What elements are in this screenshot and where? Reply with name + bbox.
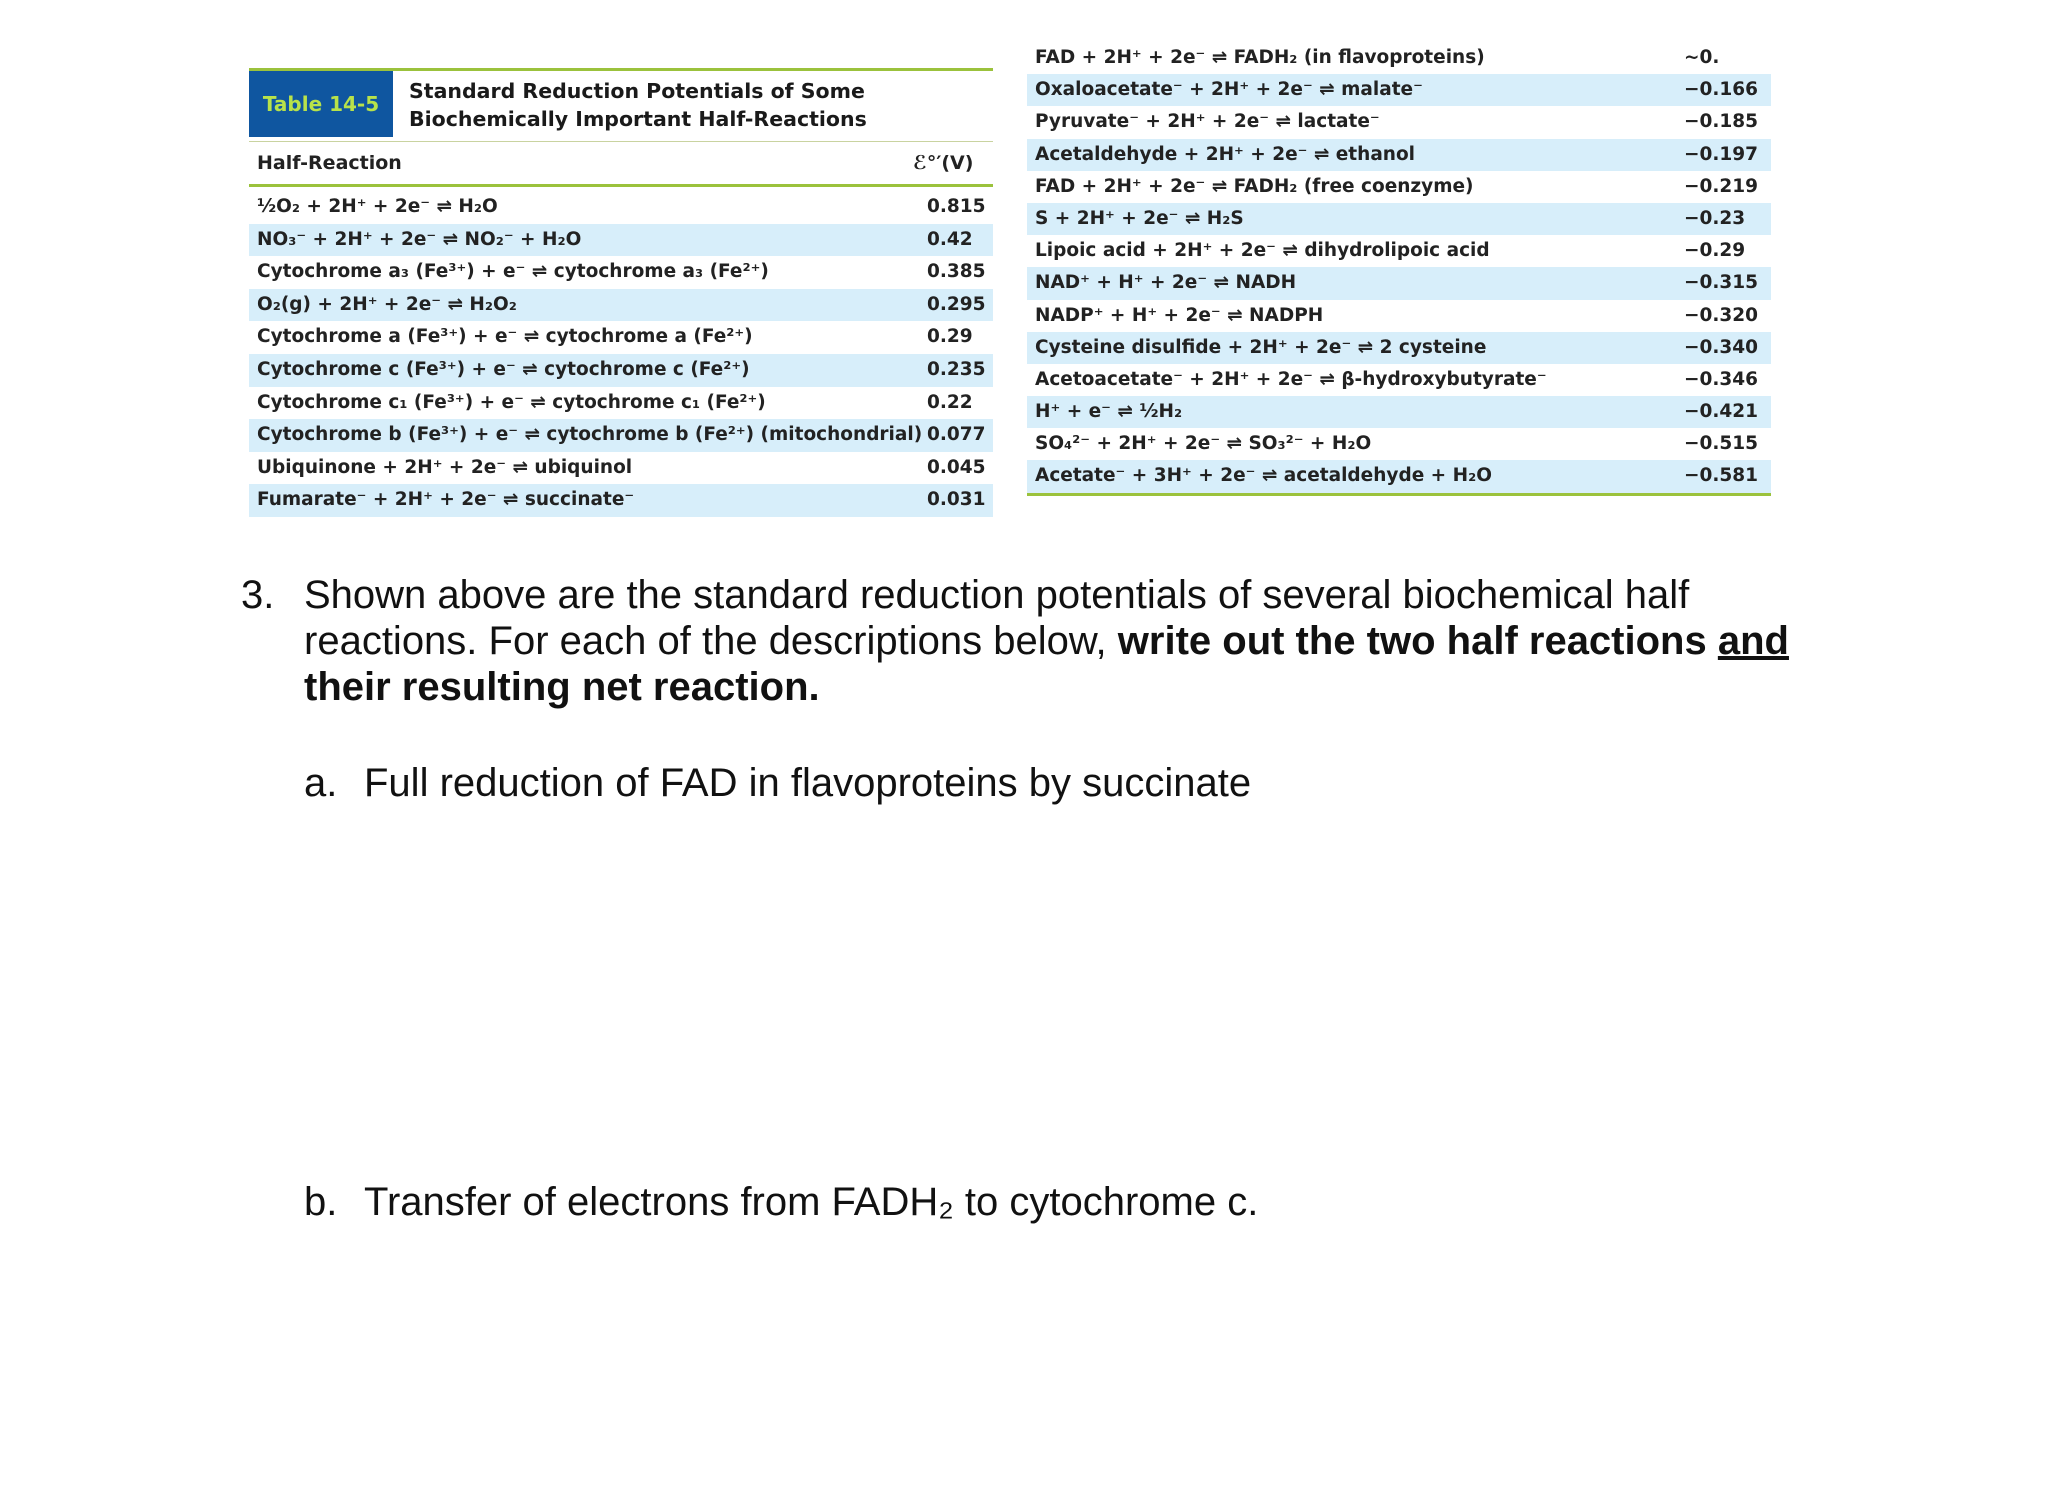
half-reaction-cell: FAD + 2H⁺ + 2e⁻ ⇌ FADH₂ (in flavoproteins) (1035, 47, 1485, 68)
table-row (1027, 332, 1771, 364)
table-row (249, 191, 993, 224)
left-reduction-potential-table (249, 68, 993, 517)
right-reduction-potential-table (1027, 42, 1771, 496)
table-header (249, 68, 993, 137)
table-number-tag: Table 14-5 (249, 71, 393, 137)
table-row (1027, 106, 1771, 138)
potential-cell: −0.340 (1684, 336, 1759, 358)
potential-cell: 0.42 (927, 228, 973, 250)
table-row (1027, 300, 1771, 332)
potential-cell: 0.045 (927, 456, 986, 478)
table-row (1027, 171, 1771, 203)
potential-cell: −0.185 (1684, 111, 1759, 133)
half-reaction-cell: Cytochrome c₁ (Fe³⁺) + e⁻ ⇌ cytochrome c₁ (Fe²⁺) (257, 391, 766, 413)
potential-cell: −0.23 (1684, 207, 1746, 229)
table-row (1027, 235, 1771, 267)
part-a-letter: a. (304, 761, 338, 805)
table-row (249, 419, 993, 452)
prompt-underlined-and: and (1717, 619, 1789, 663)
part-a-text: Full reduction of FAD in flavoproteins by succinate (364, 761, 1252, 805)
table-row (1027, 396, 1771, 428)
potential-cell: −0.166 (1684, 79, 1759, 101)
table-row (1027, 267, 1771, 299)
table-row (249, 354, 993, 387)
half-reaction-cell: Ubiquinone + 2H⁺ + 2e⁻ ⇌ ubiquinol (257, 456, 633, 478)
half-reaction-cell: Cytochrome a₃ (Fe³⁺) + e⁻ ⇌ cytochrome a₃ (Fe²⁺) (257, 261, 769, 283)
table-row (249, 256, 993, 289)
table-row (249, 452, 993, 485)
table-row (1027, 460, 1771, 492)
half-reaction-cell: SO₄²⁻ + 2H⁺ + 2e⁻ ⇌ SO₃²⁻ + H₂O (1035, 433, 1372, 455)
half-reaction-cell: H⁺ + e⁻ ⇌ ½H₂ (1035, 401, 1183, 423)
potential-cell: −0.346 (1684, 368, 1759, 390)
half-reaction-cell: Cytochrome a (Fe³⁺) + e⁻ ⇌ cytochrome a (Fe²⁺) (257, 326, 753, 348)
half-reaction-cell: NAD⁺ + H⁺ + 2e⁻ ⇌ NADH (1035, 272, 1297, 294)
potential-cell: 0.815 (927, 196, 986, 217)
half-reaction-cell: Pyruvate⁻ + 2H⁺ + 2e⁻ ⇌ lactate⁻ (1035, 111, 1380, 133)
half-reaction-column-header: Half-Reaction (257, 152, 402, 174)
table-row (1027, 364, 1771, 396)
half-reaction-cell: Lipoic acid + 2H⁺ + 2e⁻ ⇌ dihydrolipoic acid (1035, 240, 1490, 262)
potential-cell: −0.581 (1684, 465, 1759, 487)
half-reaction-cell: Oxaloacetate⁻ + 2H⁺ + 2e⁻ ⇌ malate⁻ (1035, 79, 1423, 101)
half-reaction-cell: Acetaldehyde + 2H⁺ + 2e⁻ ⇌ ethanol (1035, 143, 1416, 165)
right-table-rows (1027, 42, 1771, 496)
prompt-bold-text: write out the two half reactions (1117, 619, 1718, 663)
potential-cell: −0.219 (1684, 175, 1759, 197)
table-row (249, 224, 993, 257)
table-row (249, 321, 993, 354)
potential-cell: −0.421 (1684, 401, 1759, 423)
part-b-text: Transfer of electrons from FADH₂ to cytochrome c. (364, 1180, 1259, 1224)
table-row (1027, 139, 1771, 171)
half-reaction-cell: Acetoacetate⁻ + 2H⁺ + 2e⁻ ⇌ β-hydroxybutyrate⁻ (1035, 368, 1547, 390)
table-row (249, 484, 993, 517)
prompt-bold-end: their resulting net reaction. (304, 665, 820, 709)
potential-cell: −0.515 (1684, 433, 1759, 455)
table-row (249, 289, 993, 322)
potential-cell: 0.22 (927, 391, 973, 413)
question-number: 3. (241, 573, 275, 617)
half-reaction-cell: O₂(g) + 2H⁺ + 2e⁻ ⇌ H₂O₂ (257, 293, 517, 315)
half-reaction-cell: S + 2H⁺ + 2e⁻ ⇌ H₂S (1035, 207, 1244, 229)
potential-cell: 0.295 (927, 293, 986, 315)
question-prompt (304, 572, 1844, 710)
table-row (1027, 203, 1771, 235)
table-row (1027, 428, 1771, 460)
table-row (1027, 74, 1771, 106)
part-b-letter: b. (304, 1180, 338, 1224)
half-reaction-cell: Acetate⁻ + 3H⁺ + 2e⁻ ⇌ acetaldehyde + H₂O (1035, 465, 1492, 487)
half-reaction-cell: Fumarate⁻ + 2H⁺ + 2e⁻ ⇌ succinate⁻ (257, 489, 635, 511)
half-reaction-cell: Cysteine disulfide + 2H⁺ + 2e⁻ ⇌ 2 cysteine (1035, 336, 1487, 358)
half-reaction-cell: NO₃⁻ + 2H⁺ + 2e⁻ ⇌ NO₂⁻ + H₂O (257, 228, 582, 250)
potential-cell: −0.29 (1684, 240, 1746, 262)
half-reaction-cell: FAD + 2H⁺ + 2e⁻ ⇌ FADH₂ (free coenzyme) (1035, 175, 1474, 197)
half-reaction-cell: Cytochrome b (Fe³⁺) + e⁻ ⇌ cytochrome b (Fe²⁺) (mitochondrial) (257, 424, 923, 446)
table-row (1027, 42, 1771, 74)
potential-cell: −0.320 (1684, 304, 1759, 326)
potential-cell: 0.385 (927, 261, 986, 283)
potential-cell: 0.077 (927, 424, 986, 446)
potential-cell: 0.235 (927, 358, 986, 380)
potential-cell: ~0. (1684, 47, 1720, 68)
potential-cell: 0.29 (927, 326, 973, 348)
left-table-rows (249, 191, 993, 517)
half-reaction-cell: Cytochrome c (Fe³⁺) + e⁻ ⇌ cytochrome c (Fe²⁺) (257, 358, 750, 380)
table-row (249, 387, 993, 420)
column-headers (249, 141, 993, 187)
prompt-plain-text: Shown above are the standard reduction potentials of several biochemical half reactions. For each of the descriptions below, (304, 573, 1690, 663)
potential-cell: 0.031 (927, 489, 986, 511)
potential-column-header: ℰ°′(V) (913, 152, 974, 174)
potential-cell: −0.197 (1684, 143, 1759, 165)
table-title: Standard Reduction Potentials of Some Biochemically Important Half-Reactions (409, 79, 867, 131)
half-reaction-cell: NADP⁺ + H⁺ + 2e⁻ ⇌ NADPH (1035, 304, 1324, 326)
potential-cell: −0.315 (1684, 272, 1759, 294)
half-reaction-cell: ½O₂ + 2H⁺ + 2e⁻ ⇌ H₂O (257, 196, 498, 217)
